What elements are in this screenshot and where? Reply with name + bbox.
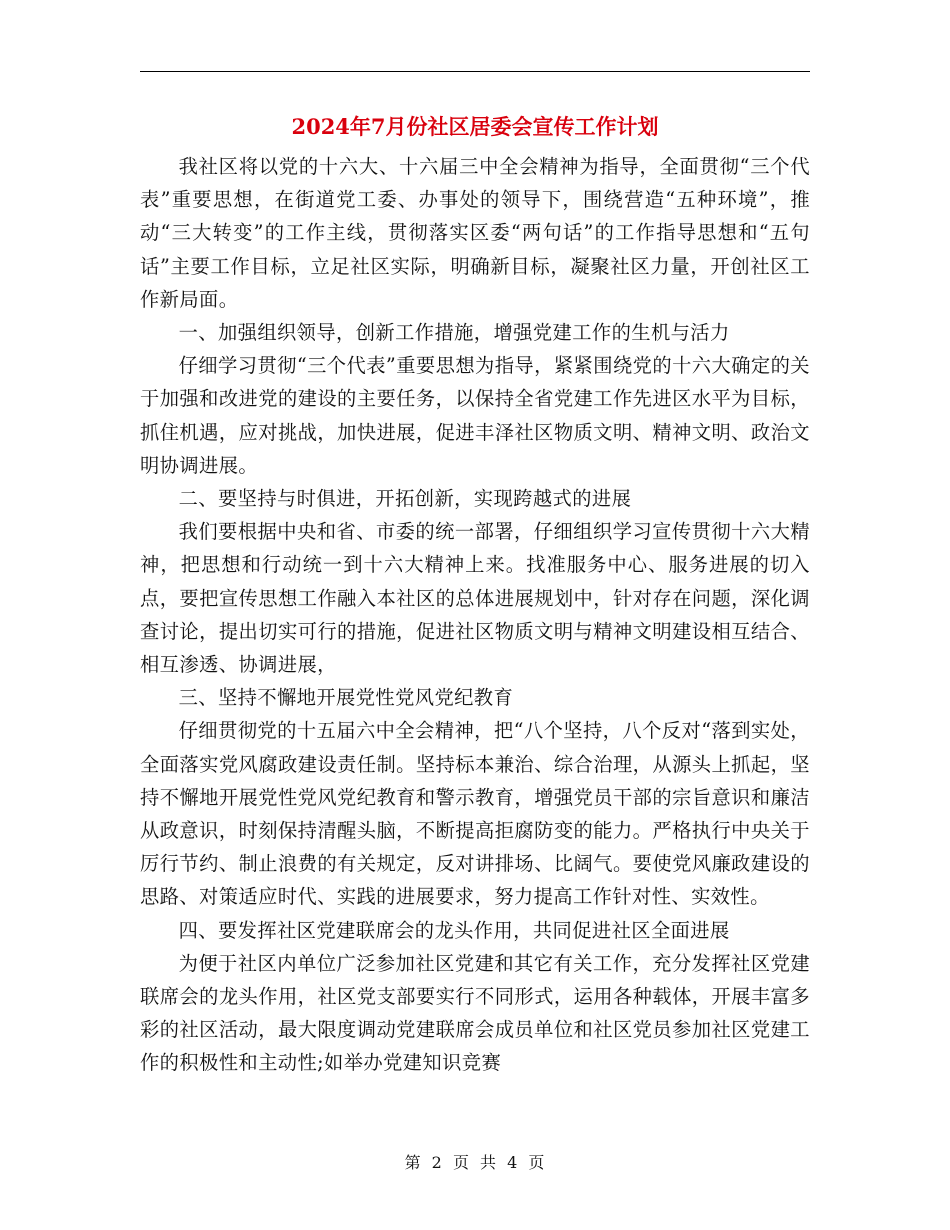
header-rule bbox=[140, 71, 810, 72]
intro-paragraph: 我社区将以党的十六大、十六届三中全会精神为指导，全面贯彻“三个代表”重要思想，在街道党工委、办事处的领导下，围绕营造“五种环境”，推动“三大转变”的工作主线，贯彻落实区委“两句话”的工作指导思想和“五句话”主要工作目标，立足社区实际，明确新目标，凝聚社区力量，开创社区工作新局面。 bbox=[140, 155, 810, 311]
document-title: 2024年7月份社区居委会宣传工作计划 bbox=[291, 114, 659, 139]
section-heading-3: 三、坚持不懈地开展党性党风党纪教育 bbox=[178, 686, 514, 710]
section-paragraph-3: 仔细贯彻党的十五届六中全会精神，把“八个坚持，八个反对“落到实处，全面落实党风腐政建设责任制。坚持标本兼治、综合治理，从源头上抓起，坚持不懈地开展党性党风党纪教育和警示教育，增强党员干部的宗旨意识和廉洁从政意识，时刻保持清醒头脑，不断提高拒腐防变的能力。严格执行中央关于厉行节约、制止浪费的有关规定，反对讲排场、比阔气。要使党风廉政建设的思路、对策适应时代、实践的进展要求，努力提高工作针对性、实效性。 bbox=[140, 719, 810, 909]
section-heading-4: 四、要发挥社区党建联席会的龙头作用，共同促进社区全面进展 bbox=[178, 918, 730, 942]
section-paragraph-4: 为便于社区内单位广泛参加社区党建和其它有关工作，充分发挥社区党建联席会的龙头作用，社区党支部要实行不同形式，运用各种载体，开展丰富多彩的社区活动，最大限度调动党建联席会成员单位和社区党员参加社区党建工作的积极性和主动性;如举办党建知识竞赛 bbox=[140, 951, 810, 1075]
document-body bbox=[140, 150, 810, 1080]
section-heading-1: 一、加强组织领导，创新工作措施，增强党建工作的生机与活力 bbox=[178, 321, 730, 345]
section-paragraph-1: 仔细学习贯彻“三个代表”重要思想为指导，紧紧围绕党的十六大确定的关于加强和改进党的建设的主要任务，以保持全省党建工作先进区水平为目标，抓住机遇，应对挑战，加快进展，促进丰泽社区物质文明、精神文明、政治文明协调进展。 bbox=[140, 354, 810, 477]
page-number: 第 2 页 共 4 页 bbox=[404, 1153, 546, 1172]
section-heading-2: 二、要坚持与时俱进，开拓创新，实现跨越式的进展 bbox=[178, 487, 632, 511]
section-paragraph-2: 我们要根据中央和省、市委的统一部署，仔细组织学习宣传贯彻十六大精神，把思想和行动统一到十六大精神上来。找准服务中心、服务进展的切入点，要把宣传思想工作融入本社区的总体进展规划中，针对存在问题，深化调查讨论，提出切实可行的措施，促进社区物质文明与精神文明建设相互结合、相互渗透、协调进展， bbox=[140, 520, 810, 677]
